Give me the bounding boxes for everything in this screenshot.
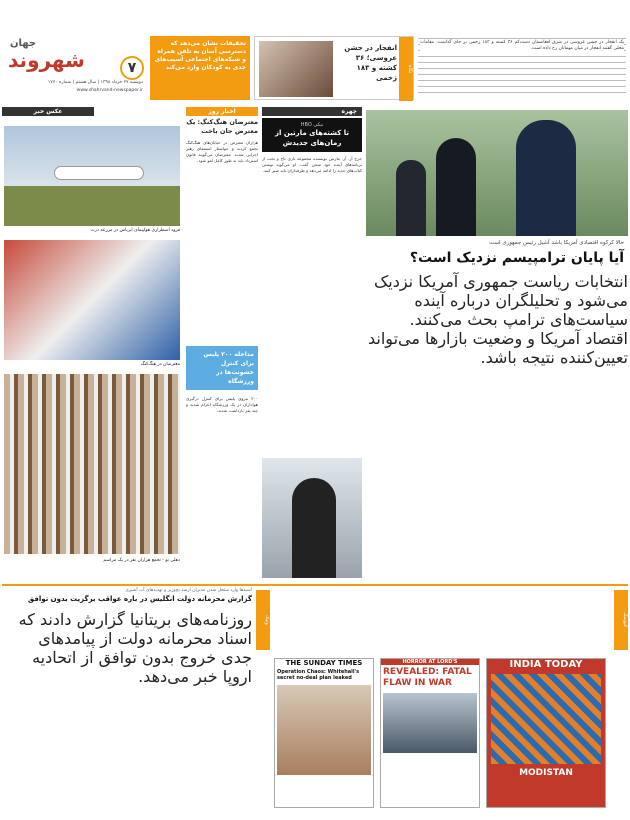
photo-crowd: [4, 374, 180, 554]
main-photo: [366, 110, 628, 236]
photo-plane: [4, 126, 180, 226]
author-figure: [292, 478, 336, 578]
main-body: انتخابات ریاست جمهوری آمریکا نزدیک می‌شود و تحلیلگران درباره آینده سیاست‌های ترامپ بحث می‌کنند. اقتصاد آمریکا و وضعیت بازارها می‌تواند تعیین‌کننده نتیجه باشد.: [368, 272, 628, 367]
face-column: [262, 118, 362, 578]
airplane-icon: [54, 166, 144, 180]
teaser-photo: [259, 41, 333, 97]
paper2-headline: REVEALED: FATAL FLAW IN WAR: [383, 667, 472, 688]
teaser-label: نگاه: [399, 37, 413, 101]
world-news-body2: ۲۰۰ نیروی پلیس برای کنترل درگیری هواداران در یک ورزشگاه اعزام شدند و چند نفر بازداشت شدند.: [186, 396, 258, 413]
issue-number-badge: ۷: [120, 56, 144, 80]
paper-india-today[interactable]: [486, 658, 606, 808]
face-kicker: نیکی HBO: [300, 122, 324, 128]
top-news-text: یک انفجار در جشن عروسی در شرق افغانستان دست‌کم ۳۶ کشته و ۱۸۳ زخمی بر جای گذاشت. مقامات محلی گفتند انفجار در میان مهمانان رخ داده است.: [418, 38, 626, 98]
bottom-body: روزنامه‌های بریتانیا گزارش دادند که اسناد محرمانه دولت از پیامدهای جدی خروج بدون توافق از اتحادیه اروپا خبر می‌دهد.: [18, 610, 252, 686]
trump-figure: [516, 120, 576, 236]
paper1-title: THE SUNDAY TIMES: [285, 659, 363, 667]
main-kicker: حالا کرکوه اقتصادی آمریکا باشد آشیل رئیس جمهوری است: [489, 240, 624, 246]
face-body: جرج آر. آر. مارتین نویسنده مجموعه بازی تاج و تخت از برنامه‌های آینده خود سخن گفت. او می‌گوید نوشتن کتاب‌های جدید را ادامه می‌دهد و طرفداران باید صبر کنند.: [262, 156, 362, 173]
paper-daily[interactable]: [380, 658, 480, 808]
caption-protester: معترضان در هنگ‌کنگ: [140, 362, 180, 367]
paper3-title: INDIA TODAY: [509, 659, 583, 670]
teaser-orange[interactable]: [150, 36, 250, 100]
masthead-date: دوشنبه ۲۷ خرداد ۱۳۹۸ | سال هشتم | شماره ۱۷۷۰: [47, 80, 143, 85]
paper2-photo: [383, 693, 477, 753]
world-news-column: [186, 118, 258, 578]
face-headline: تا کشته‌های مارتین از رمان‌های جدیدش: [275, 129, 349, 147]
caption-crowd: دهلی نو - تجمع هزاران نفر در یک مراسم: [103, 558, 180, 563]
world-news-blue-box[interactable]: مداخله ۲۰۰ پلیس برای کنترل خشونت‌ها در ورزشگاه: [186, 346, 258, 390]
face-box[interactable]: [262, 118, 362, 152]
teaser-headline: انفجار در جشن عروسی؛ ۳۶ کشته و ۱۸۳ زخمی: [344, 44, 397, 82]
paper1-photo: [277, 685, 371, 775]
photo-protester: [4, 240, 180, 360]
main-story: [366, 110, 628, 580]
guard-figure: [436, 138, 476, 236]
caption-plane: فرود اضطراری هواپیمای ایرباس در مزرعه ذرت: [90, 228, 180, 233]
photo-news-column: [2, 118, 182, 578]
paper3-headline: MODISTAN: [519, 768, 573, 778]
world-news-headline[interactable]: معترضان هنگ‌کنگ: یک معترض جان باخت: [186, 118, 258, 135]
paper3-photo: [491, 674, 601, 764]
guard-figure-2: [396, 160, 426, 236]
teaser-dark[interactable]: [254, 36, 414, 100]
bottom-label-right: کیوسک: [614, 590, 628, 650]
bottom-subhead: اسیدها وارد ستخل شدن مدیران ارشد نخ‌وزیر و تهدیدهای آب آشپزی: [125, 588, 252, 593]
section-photo-news: عکس خبر: [2, 107, 94, 116]
bottom-label-mid: ونیک: [256, 590, 270, 650]
main-headline[interactable]: آیا پایان ترامپیسم نزدیک است؟: [409, 250, 624, 266]
paper1-headline: Operation Chaos: Whitehall's secret no-deal plan leaked: [277, 669, 360, 681]
bottom-mid-text: [274, 592, 606, 652]
masthead-website: www.shahrvand-newspaper.ir: [76, 88, 143, 93]
paper-sunday-times[interactable]: [274, 658, 374, 808]
teaser-orange-text: تحقیقات نشان می‌دهد که دسترسی آسان به تلفن همراه و شبکه‌های اجتماعی آسیب‌های جدی به کودکان وارد می‌کند: [154, 40, 246, 71]
paper2-top: HORROR AT LORD'S: [381, 659, 479, 665]
bottom-headline[interactable]: گزارش محرمانه دولت انگلیس در باره عواقب برگزیت بدون توافق: [27, 595, 252, 603]
section-world-news: اخبار روز: [186, 107, 258, 116]
world-news-body: هزاران معترض در خیابان‌های هنگ‌کنگ تجمع کردند و خواستار استعفای رهبر اجرایی شدند. معترضان می‌گویند قانون استرداد باید به طور کامل لغو شود.: [186, 140, 258, 163]
photo-author: [262, 458, 362, 578]
section-face: چهره: [262, 107, 362, 116]
masthead-brand-large: شهروند: [8, 48, 85, 72]
bottom-section: [2, 584, 628, 816]
masthead-brand-small: جهان: [10, 38, 37, 49]
